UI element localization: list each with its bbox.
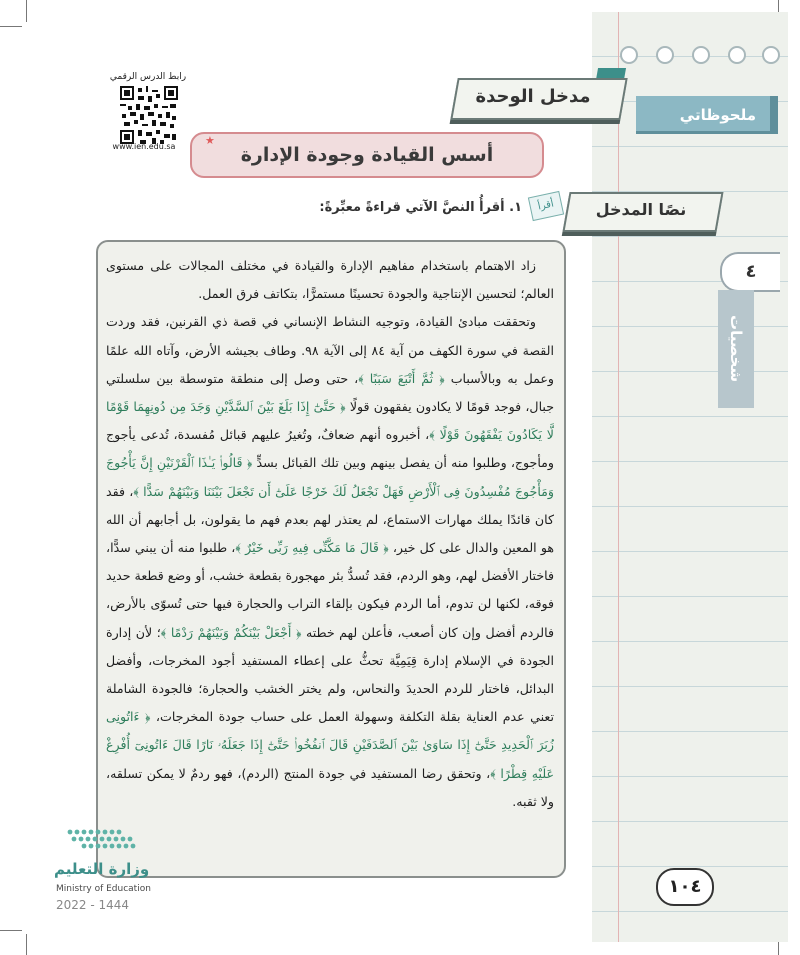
reading-paragraph bbox=[106, 308, 554, 816]
crop-mark-left-h bbox=[0, 26, 22, 27]
binder-hole bbox=[620, 46, 638, 64]
quran-verse: ﴿ ثُمَّ أَتْبَعَ سَبَبًا ﴾ bbox=[358, 370, 445, 386]
instruction-text: ١. أقرأُ النصَّ الآتي قراءةً معبِّرةً: bbox=[319, 200, 522, 215]
star-icon: ★ bbox=[205, 134, 215, 147]
crop-mark-bottom-left bbox=[26, 934, 27, 955]
unit-side-tab: شخصيات bbox=[718, 290, 754, 408]
reading-passage bbox=[106, 252, 554, 872]
passage-text: ، أخبروه أنهم ضعافٌ، وتُغيرُ عليهم قبائل مُفسدة، تُدعى يأجوج ومأجوج، وطلبوا منه أن يفصل بينهم وبين تلك القبائل بسدٍّ bbox=[106, 427, 554, 471]
ministry-year: 2022 - 1444 bbox=[56, 898, 130, 912]
quran-verse: ﴿ حَتَّىٰٓ إِذَا بَلَغَ بَيْنَ ٱلسَّدَّيْنِ وَجَدَ مِن دُونِهِمَا قَوْمًا لَّا يَكَادُونَ يَفْقَهُونَ قَوْلًا ﴾ bbox=[106, 399, 554, 443]
crop-mark-top-left bbox=[26, 0, 27, 22]
ministry-name-en: Ministry of Education bbox=[56, 884, 151, 894]
quran-verse: ﴿ قَالَ مَا مَكَّنِّى فِيهِ رَبِّى خَيْرٌ ﴾ bbox=[235, 540, 389, 556]
read-icon: أقرأ bbox=[528, 191, 564, 221]
passage-text: ، طلبوا منه أن يبني سدًّا، فاختار الأفضل لهم، وهو الردم، فقد تُسدُّ بئر مهجورة بقطعة خشب، أو وضع قطعة حديد فوقه، لكنها لن تدوم، أما الردم فيكون بإلقاء التراب والحجارة فيها حتى تُسوّى بالأرض، فالردم أفضل وإن كان أصعب، فأعلن لهم خطته bbox=[106, 540, 554, 640]
binder-hole bbox=[728, 46, 746, 64]
quran-verse: ﴿ ءَاتُونِى زُبَرَ ٱلْحَدِيدِ حَتَّىٰٓ إِذَا سَاوَىٰ بَيْنَ ٱلصَّدَفَيْنِ قَالَ ٱنفُخُوا۟ حَتَّىٰٓ إِذَا جَعَلَهُۥ نَارًا قَالَ ءَاتُونِىٓ أُفْرِغْ عَلَيْهِ قِطْرًا ﴾ bbox=[106, 709, 554, 781]
passage-text: وتحققت مبادئ القيادة، وتوجيه النشاط الإنساني في قصة ذي القرنين، فقد وردت القصة في سورة الكهف من آية ٨٤ إلى الآية ٩٨. وطاف بجيشه الأرض، وآتاه الله علمًا وعمل به وبالأسباب bbox=[106, 314, 554, 386]
qr-label: رابط الدرس الرقمي bbox=[109, 72, 187, 82]
passage-text: ، وتحقق رضا المستفيد في جودة المنتج (الردم)، فهو ردمٌ لا يمكن تسلقه، ولا ثقبه. bbox=[106, 765, 554, 809]
passage-text: ، حتى وصل إلى منطقة متوسطة بين سلسلتي جبال، فوجد قومًا لا يكادون يفقهون قولًا bbox=[106, 370, 554, 415]
passage-text: ؛ لأن إدارة الجودة في الإسلام إدارة قِيَمِيَّة تحثُّ على إعطاء المستفيد أجود المخرجات، وأفضل البدائل، فاختار للردم الحديدَ والنحاس، ولم يختر الخشب والحجارة؛ فالجودة الشاملة تعني عدم العناية بقلة التكلفة وسهولة العمل على حساب جودة المخرجات، bbox=[106, 624, 554, 725]
quran-verse: ﴿ أَجْعَلْ بَيْنَكُمْ وَبَيْنَهُمْ رَدْمًا ﴾ bbox=[160, 624, 302, 640]
notes-panel bbox=[592, 12, 788, 942]
passage-text: زاد الاهتمام باستخدام مفاهيم الإدارة والقيادة في مختلف المجالات على مستوى العالم؛ لتحسين الإنتاجية والجودة تحسينًا مستمرًّا، بتكاتف فرق العمل. bbox=[106, 258, 554, 302]
crop-mark-left-h2 bbox=[0, 930, 22, 931]
qr-code-icon[interactable] bbox=[120, 86, 178, 144]
unit-banner-label: مدخل الوحدة bbox=[475, 86, 591, 107]
binder-hole bbox=[656, 46, 674, 64]
reading-paragraph bbox=[106, 252, 554, 308]
unit-number-tab: ٤ bbox=[720, 252, 780, 292]
ministry-name-ar: وزارة التعليم bbox=[54, 860, 150, 878]
binder-hole bbox=[762, 46, 780, 64]
lesson-title: أسس القيادة وجودة الإدارة bbox=[240, 144, 494, 166]
qr-url: www.ien.edu.sa bbox=[112, 142, 176, 151]
page-number: ١٠٤ bbox=[656, 868, 714, 906]
notes-label: ملحوظاتي bbox=[636, 96, 770, 134]
notes-margin-line bbox=[618, 12, 619, 942]
quran-verse: ﴿ قَالُوا۟ يَـٰذَا ٱلْقَرْنَيْنِ إِنَّ يَأْجُوجَ وَمَأْجُوجَ مُفْسِدُونَ فِى ٱلْأَرْضِ فَهَلْ نَجْعَلُ لَكَ خَرْجًا عَلَىٰٓ أَن تَجْعَلَ بَيْنَنَا وَبَيْنَهُمْ سَدًّا ﴾ bbox=[106, 455, 554, 499]
ministry-logo-icon bbox=[66, 826, 140, 858]
passage-text: ، فقد كان قائدًا يملك مهارات الاستماع، لم يعتذر لهم بعدم فهم ما يقولون، بل أجابهم أن الله هو المعين والدال على كل خير، bbox=[106, 483, 554, 556]
entry-banner-label: نصًا المدخل bbox=[595, 200, 687, 219]
binder-hole bbox=[692, 46, 710, 64]
